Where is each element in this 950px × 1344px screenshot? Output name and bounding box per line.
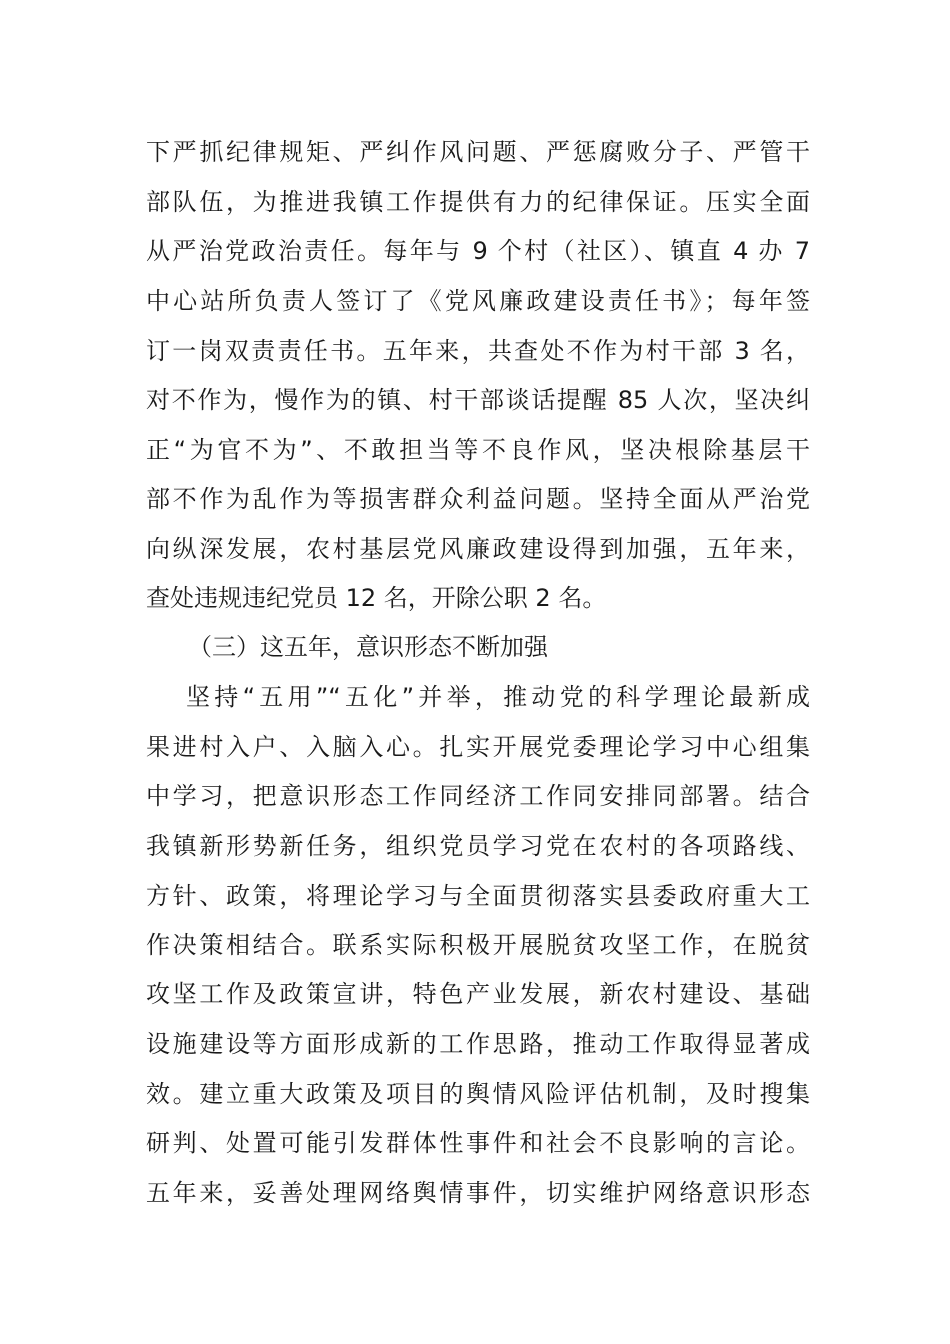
- paragraph-1-line-9: 向纵深发展，农村基层党风廉政建设得到加强，五年来，: [146, 535, 810, 563]
- paragraph-1-line-4: 中心站所负责人签订了《党风廉政建设责任书》；每年签: [146, 287, 810, 315]
- paragraph-1-line-1: 下严抓纪律规矩、严纠作风问题、严惩腐败分子、严管干: [146, 138, 810, 166]
- paragraph-2-line-10: 研判、处置可能引发群体性事件和社会不良影响的言论。: [146, 1129, 810, 1157]
- paragraph-1-line-10: 查处违规违纪党员 12 名，开除公职 2 名。: [146, 584, 607, 612]
- paragraph-1-line-7: 正“为官不为”、不敢担当等不良作风，坚决根除基层干: [146, 436, 810, 464]
- paragraph-2-line-9: 效。建立重大政策及项目的舆情风险评估机制，及时搜集: [146, 1080, 810, 1108]
- paragraph-2-line-5: 方针、政策，将理论学习与全面贯彻落实县委政府重大工: [146, 882, 810, 910]
- paragraph-2-line-6: 作决策相结合。联系实际积极开展脱贫攻坚工作，在脱贫: [146, 931, 810, 959]
- paragraph-1-line-5: 订一岗双责责任书。五年来，共查处不作为村干部 3 名，: [146, 337, 810, 365]
- paragraph-2-line-11: 五年来，妥善处理网络舆情事件，切实维护网络意识形态: [146, 1179, 810, 1207]
- paragraph-2-line-3: 中学习，把意识形态工作同经济工作同安排同部署。结合: [146, 782, 810, 810]
- paragraph-1-line-2: 部队伍，为推进我镇工作提供有力的纪律保证。压实全面: [146, 188, 810, 216]
- section-heading: （三）这五年，意识形态不断加强: [188, 633, 548, 661]
- paragraph-1-line-6: 对不作为，慢作为的镇、村干部谈话提醒 85 人次，坚决纠: [146, 386, 810, 414]
- paragraph-1-line-3: 从严治党政治责任。每年与 9 个村（社区）、镇直 4 办 7: [146, 237, 810, 265]
- paragraph-2-line-8: 设施建设等方面形成新的工作思路，推动工作取得显著成: [146, 1030, 810, 1058]
- paragraph-1-line-8: 部不作为乱作为等损害群众利益问题。坚持全面从严治党: [146, 485, 810, 513]
- paragraph-2-line-7: 攻坚工作及政策宣讲，特色产业发展，新农村建设、基础: [146, 980, 810, 1008]
- paragraph-2-line-2: 果进村入户、入脑入心。扎实开展党委理论学习中心组集: [146, 733, 810, 761]
- paragraph-2-line-4: 我镇新形势新任务，组织党员学习党在农村的各项路线、: [146, 832, 810, 860]
- paragraph-2-line-1: 坚持“五用”“五化”并举，推动党的科学理论最新成: [186, 683, 810, 711]
